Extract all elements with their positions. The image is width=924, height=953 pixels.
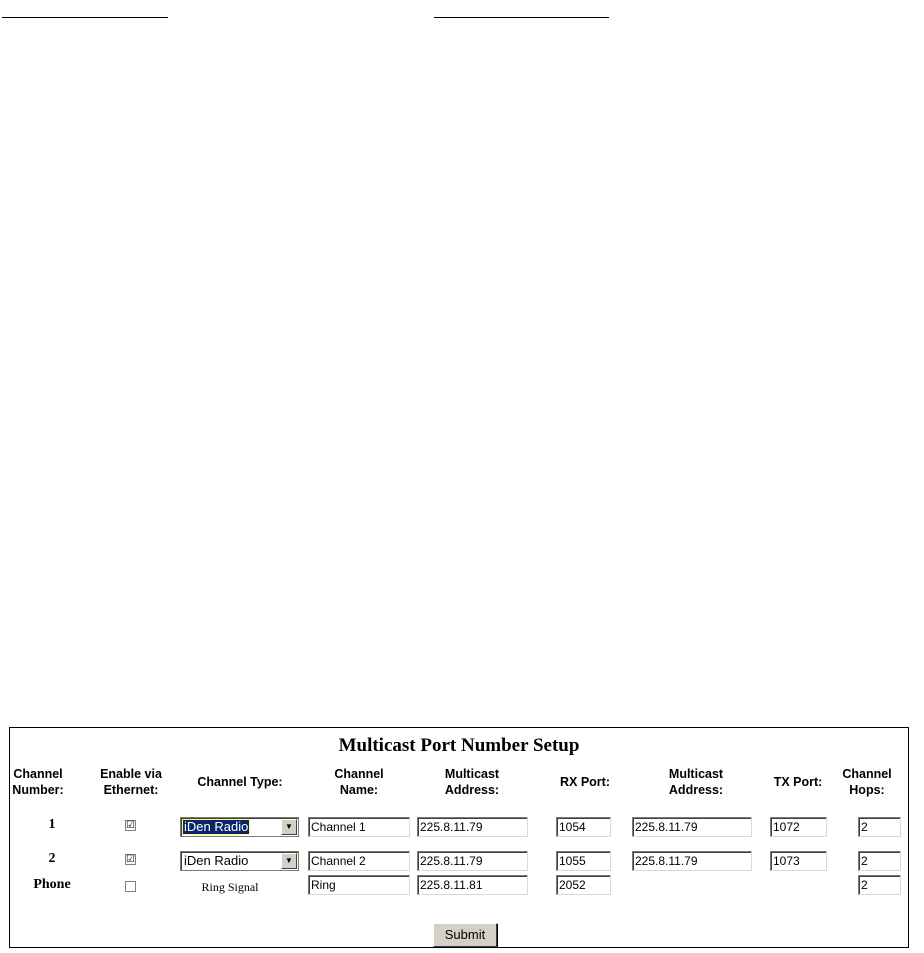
dropdown-arrow-icon[interactable]: ▼ xyxy=(281,853,297,869)
top-rule-right xyxy=(434,17,609,18)
header-channel-number: Channel Number: xyxy=(12,767,64,797)
rx-port-input[interactable]: 1055 xyxy=(556,851,611,871)
rx-multicast-address-input[interactable]: 225.8.11.81 xyxy=(417,875,528,895)
dropdown-arrow-icon[interactable]: ▼ xyxy=(281,819,297,835)
row-label: 1 xyxy=(48,817,56,832)
tx-multicast-address-input[interactable]: 225.8.11.79 xyxy=(632,817,752,837)
row-label: 2 xyxy=(48,851,56,866)
header-rx-port: RX Port: xyxy=(560,775,610,789)
channel-type-value: iDen Radio xyxy=(184,853,249,868)
channel-name-input[interactable]: Channel 1 xyxy=(308,817,410,837)
channel-hops-input[interactable]: 2 xyxy=(858,851,901,871)
multicast-setup-panel xyxy=(9,727,909,948)
rx-port-input[interactable]: 1054 xyxy=(556,817,611,837)
top-rule-left xyxy=(2,17,168,18)
header-channel-type: Channel Type: xyxy=(197,775,283,789)
rx-multicast-address-input[interactable]: 225.8.11.79 xyxy=(417,817,528,837)
enable-checkbox[interactable] xyxy=(125,881,136,892)
header-enable-ethernet: Enable via Ethernet: xyxy=(100,767,162,797)
rx-multicast-address-input[interactable]: 225.8.11.79 xyxy=(417,851,528,871)
channel-type-select[interactable] xyxy=(180,817,299,837)
header-tx-multicast-address: Multicast Address: xyxy=(668,767,724,797)
channel-name-input[interactable]: Ring xyxy=(308,875,410,895)
header-channel-name: Channel Name: xyxy=(334,767,384,797)
header-channel-hops: Channel Hops: xyxy=(842,767,892,797)
submit-button[interactable]: Submit xyxy=(433,923,497,947)
header-tx-port: TX Port: xyxy=(773,775,823,789)
channel-type-value: iDen Radio xyxy=(184,819,249,834)
channel-hops-input[interactable]: 2 xyxy=(858,875,901,895)
row-label: Phone xyxy=(33,877,71,892)
enable-checkbox[interactable]: ☑ xyxy=(126,820,135,831)
ring-signal-label: Ring Signal xyxy=(201,880,259,894)
page-title: Multicast Port Number Setup xyxy=(338,735,580,756)
channel-type-select[interactable] xyxy=(180,851,299,871)
rx-port-input[interactable]: 2052 xyxy=(556,875,611,895)
tx-port-input[interactable]: 1072 xyxy=(770,817,827,837)
header-rx-multicast-address: Multicast Address: xyxy=(444,767,500,797)
channel-name-input[interactable]: Channel 2 xyxy=(308,851,410,871)
channel-hops-input[interactable]: 2 xyxy=(858,817,901,837)
tx-port-input[interactable]: 1073 xyxy=(770,851,827,871)
tx-multicast-address-input[interactable]: 225.8.11.79 xyxy=(632,851,752,871)
enable-checkbox[interactable]: ☑ xyxy=(126,854,135,865)
